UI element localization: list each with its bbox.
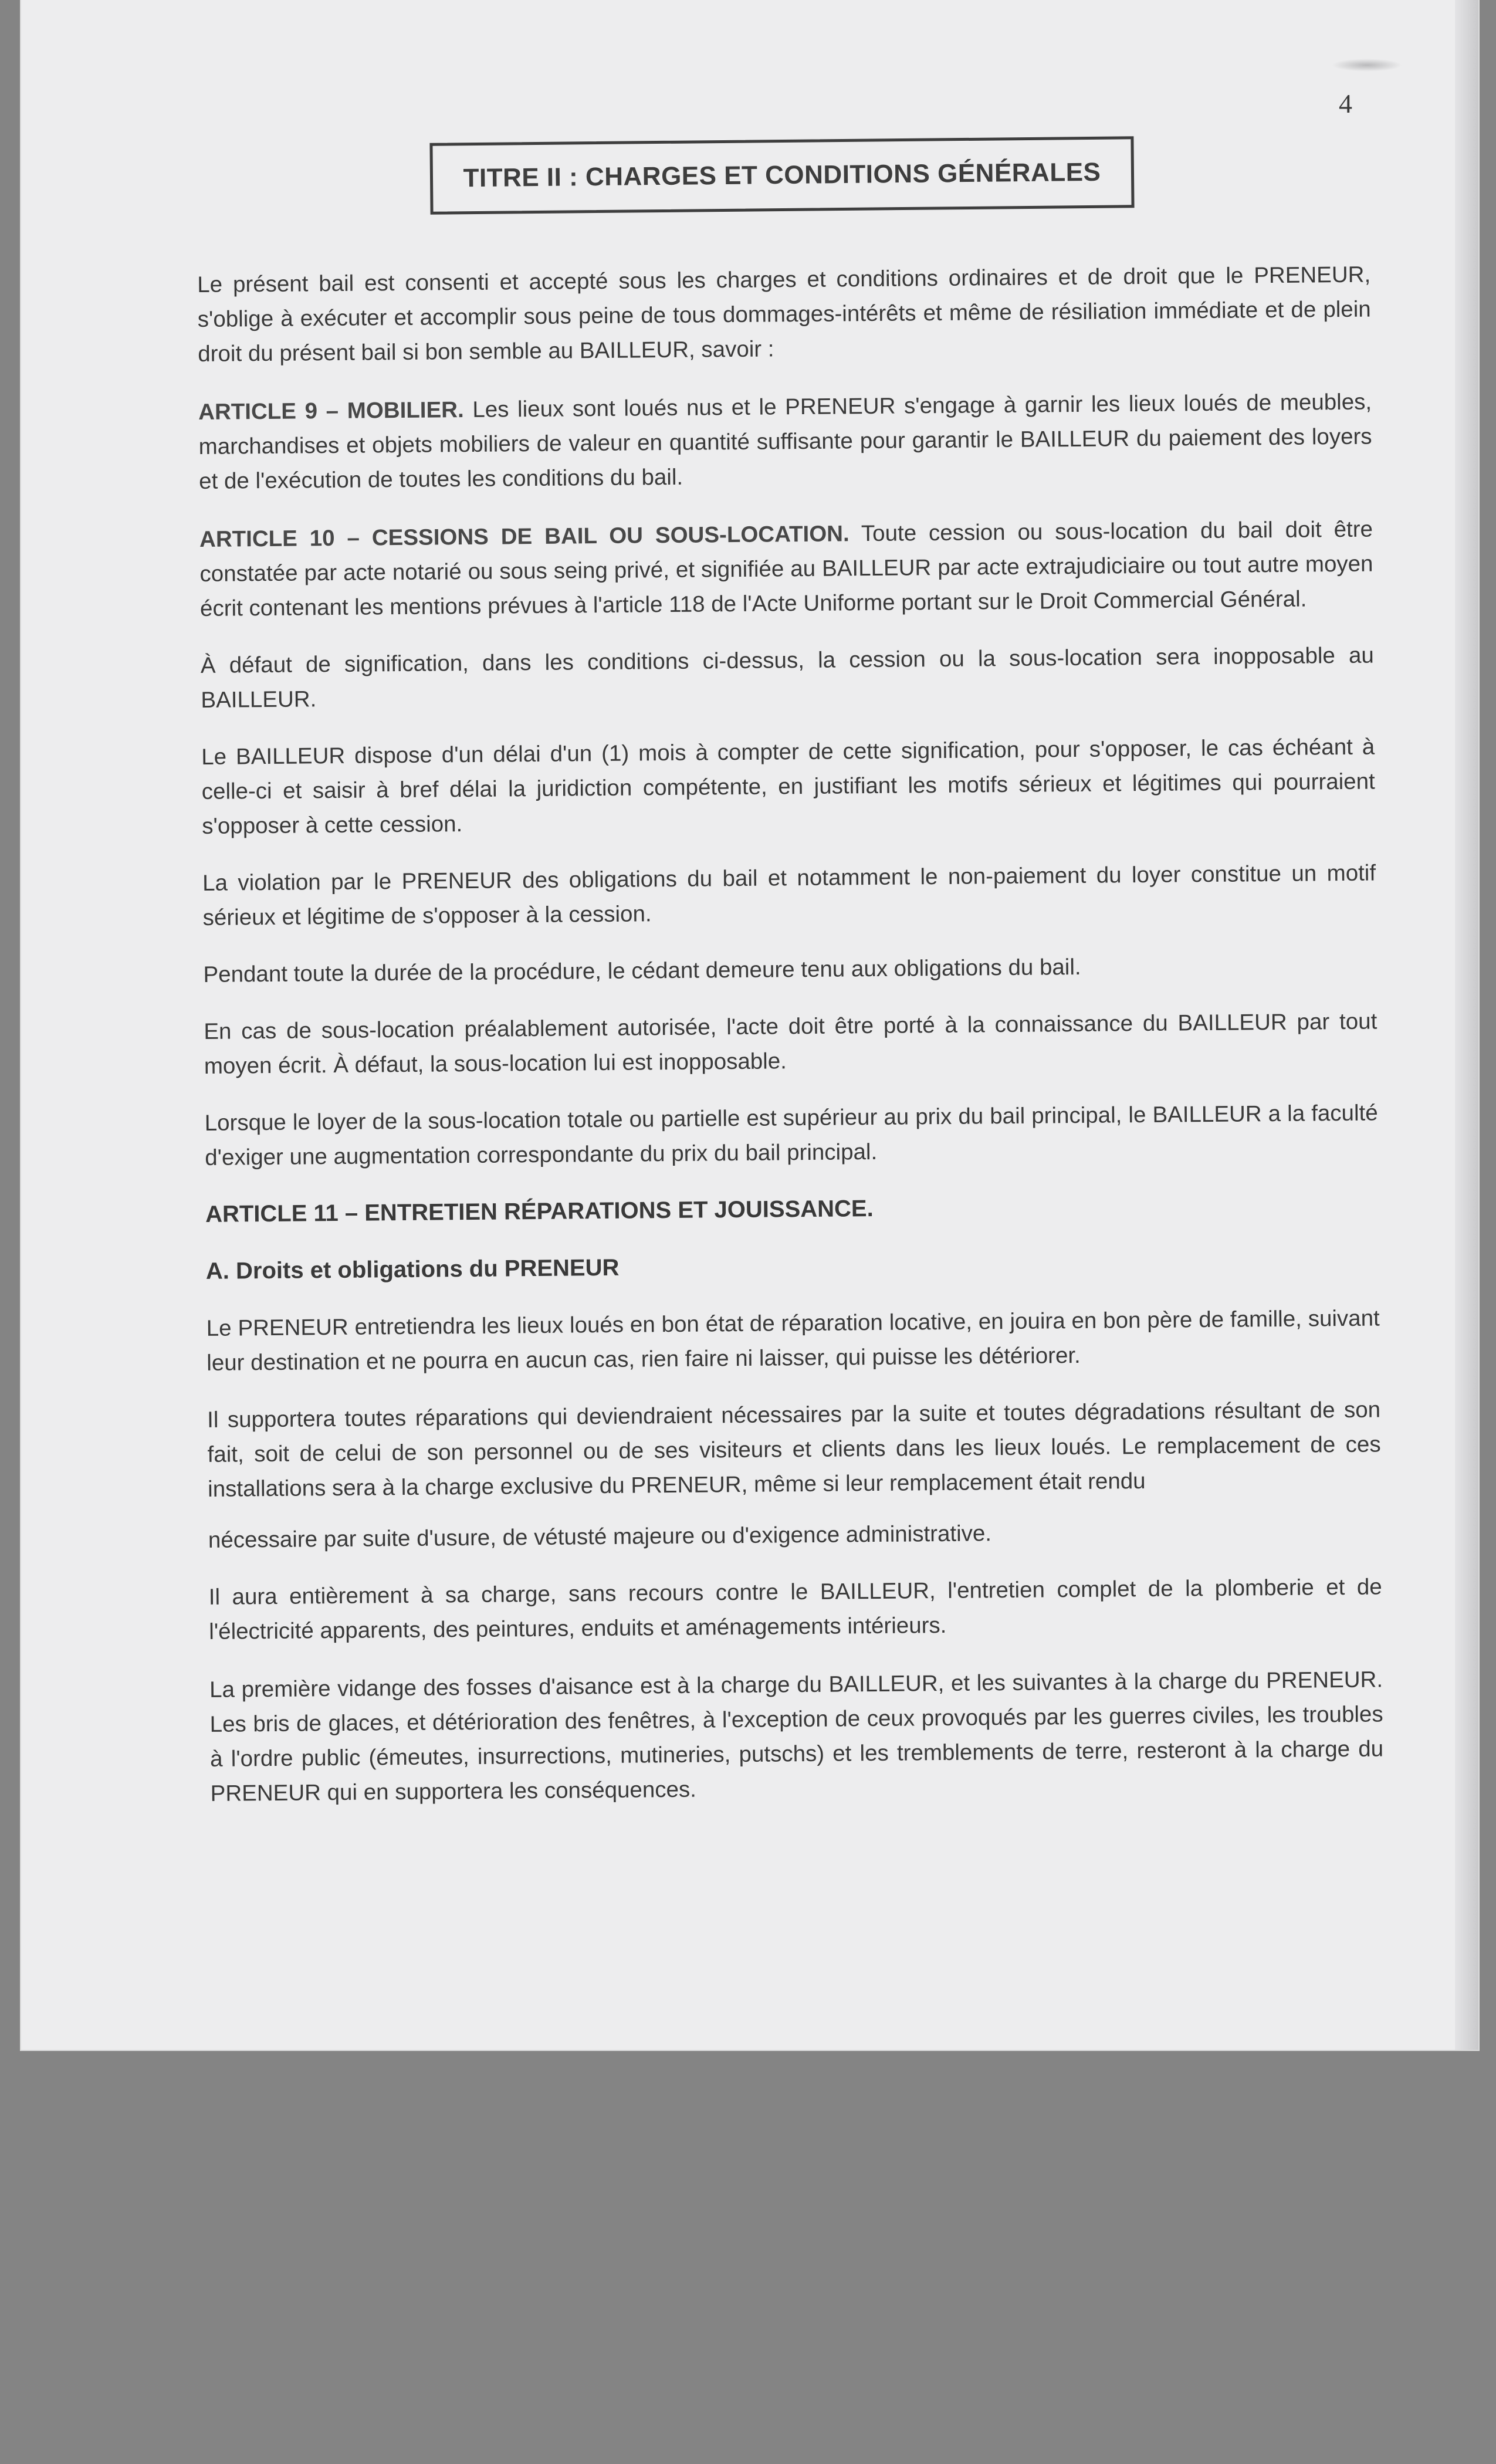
article-9-title: ARTICLE 9 – MOBILIER. bbox=[198, 397, 464, 425]
article-11-paragraph: nécessaire par suite d'usure, de vétusté majeure ou d'exigence administrative. bbox=[208, 1521, 992, 1553]
article-10-paragraph: Pendant toute la durée de la procédure, le cédant demeure tenu aux obligations du bail. bbox=[203, 954, 1081, 987]
section-title-box bbox=[429, 136, 1134, 215]
article-11-paragraph: La première vidange des fosses d'aisance est à la charge du BAILLEUR, et les suivantes à la charge du PRENEUR. Les bris de glaces, et détérioration des fenêtres, à l'exception de ceux provoqués par les guerres civiles, les troubles à l'ordre public (émeutes, insurrections, mutineries, putschs) et les tremblements de terre, resteront à la charge du PRENEUR qui en supportera les conséquences. bbox=[209, 1667, 1384, 1806]
page-number: 4 bbox=[1339, 89, 1352, 119]
article-10-text: Toute cession ou sous-location du bail doit être constatée par acte notarié ou sous seing privé, et signifiée au BAILLEUR par acte extrajudiciaire ou tout autre moyen écrit contenant les mentions prévues à l'article 118 de l'Acte Uniforme portant sur le Droit Commercial Général. bbox=[199, 516, 1373, 621]
article-10-title: ARTICLE 10 – CESSIONS DE BAIL OU SOUS-LOCATION. bbox=[199, 521, 849, 552]
article-11-title: ARTICLE 11 – ENTRETIEN RÉPARATIONS ET JOUISSANCE. bbox=[205, 1196, 874, 1227]
scan-smudge bbox=[1332, 59, 1402, 72]
page-edge-shadow bbox=[1455, 0, 1478, 2050]
article-10-paragraph: Lorsque le loyer de la sous-location totale ou partielle est supérieur au prix du bail principal, le BAILLEUR a la faculté d'exiger une augmentation correspondante du prix du bail principal. bbox=[204, 1100, 1378, 1170]
intro-paragraph: Le présent bail est consenti et accepté sous les charges et conditions ordinaires et de droit que le PRENEUR, s'oblige à exécuter et accomplir sous peine de tous dommages-intérêts et même de résiliation immédiate et de plein droit du présent bail si bon semble au BAILLEUR, savoir : bbox=[197, 262, 1371, 367]
article-10-paragraph: Le BAILLEUR dispose d'un délai d'un (1) mois à compter de cette signification, pour s'opposer, le cas échéant à celle-ci et saisir à bref délai la juridiction compétente, en justifiant les motifs sérieux et légitimes qui pourraient s'opposer à cette cession. bbox=[201, 734, 1375, 839]
article-11-paragraph: Le PRENEUR entretiendra les lieux loués en bon état de réparation locative, en jouira en bon père de famille, suivant leur destination et ne pourra en aucun cas, rien faire ni laisser, qui puisse les détériorer. bbox=[206, 1305, 1380, 1376]
document-body bbox=[197, 258, 1384, 1833]
article-11-paragraph: Il aura entièrement à sa charge, sans recours contre le BAILLEUR, l'entretien complet de la plomberie et de l'électricité apparents, des peintures, enduits et aménagements intérieurs. bbox=[208, 1574, 1382, 1644]
article-9-text: Les lieux sont loués nus et le PRENEUR s'engage à garnir les lieux loués de meubles, marchandises et objets mobiliers de valeur en quantité suffisante pour garantir le BAILLEUR du paiement des loyers et de l'exécution de toutes les conditions du bail. bbox=[198, 389, 1372, 494]
article-10-paragraph: La violation par le PRENEUR des obligations du bail et notamment le non-paiement du loyer constitue un motif sérieux et légitime de s'opposer à la cession. bbox=[202, 860, 1376, 930]
article-10 bbox=[199, 512, 1373, 626]
article-10-paragraph: En cas de sous-location préalablement autorisée, l'acte doit être porté à la connaissance du BAILLEUR par tout moyen écrit. À défaut, la sous-location lui est inopposable. bbox=[204, 1008, 1377, 1079]
section-title: TITRE II : CHARGES ET CONDITIONS GÉNÉRALES bbox=[463, 157, 1101, 193]
article-11-paragraph: Il supportera toutes réparations qui deviendraient nécessaires par la suite et toutes dégradations résultant de son fait, soit de celui de son personnel ou de ses visiteurs et clients dans les lieux loués. Le remplacement de ces installations sera à la charge exclusive du PRENEUR, même si leur remplacement était rendu bbox=[207, 1397, 1381, 1502]
article-11-subtitle: A. Droits et obligations du PRENEUR bbox=[205, 1254, 620, 1284]
article-9 bbox=[198, 385, 1372, 499]
article-10-paragraph: À défaut de signification, dans les conditions ci-dessus, la cession ou la sous-location sera inopposable au BAILLEUR. bbox=[200, 642, 1375, 713]
